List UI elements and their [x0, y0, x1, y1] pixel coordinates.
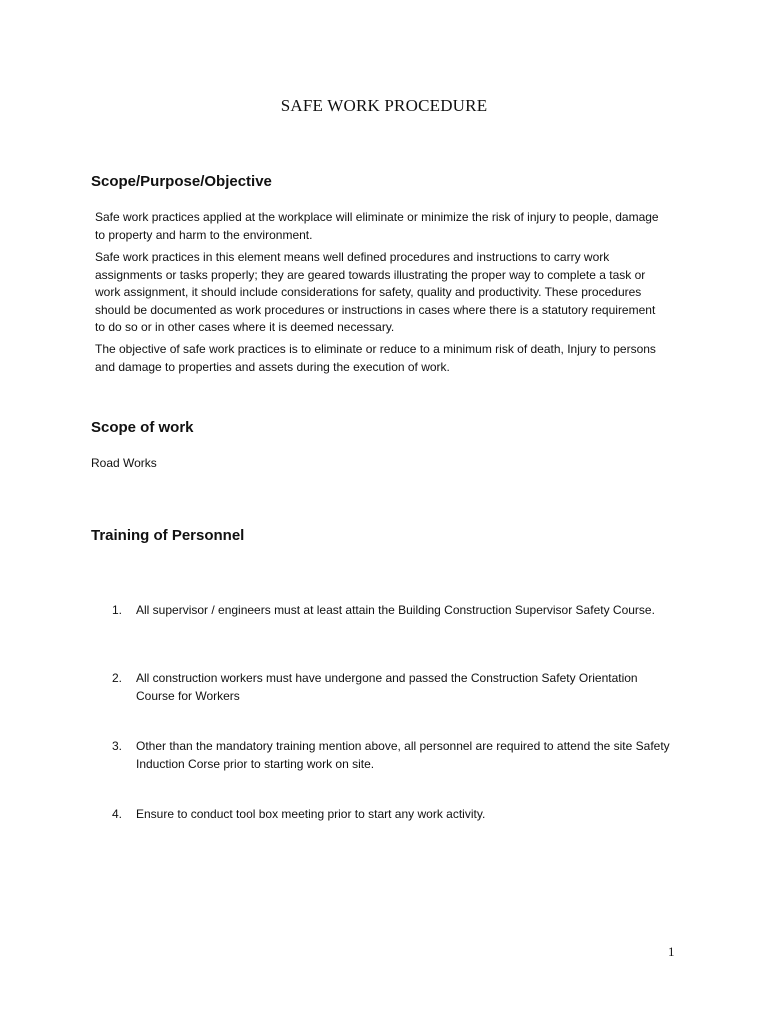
list-item-number: 2. [112, 671, 123, 685]
scope-paragraph-3: The objective of safe work practices is to eliminate or reduce to a minimum risk of death, Injury to persons and damage to properties and assets during the execution of work. [95, 342, 656, 374]
scope-purpose-objective-heading: Scope/Purpose/Objective [91, 173, 272, 190]
training-list-item-3 [112, 737, 672, 773]
list-item-number: 1. [112, 603, 123, 617]
training-list-item-4 [112, 805, 672, 823]
list-item-number: 3. [112, 739, 123, 753]
scope-of-work-text: Road Works [91, 456, 157, 470]
training-heading: Training of Personnel [91, 527, 245, 544]
list-item-text: All construction workers must have undergone and passed the Construction Safety Orientation Course for Workers [136, 671, 638, 703]
list-item-number: 4. [112, 807, 123, 821]
list-item-text: All supervisor / engineers must at least attain the Building Construction Supervisor Safety Course. [136, 603, 655, 617]
list-item-text: Other than the mandatory training mention above, all personnel are required to attend the site Safety Induction Corse prior to starting work on site. [136, 739, 670, 771]
document-title: SAFE WORK PROCEDURE [280, 96, 488, 115]
page-number: 1 [668, 944, 675, 959]
scope-paragraph-2: Safe work practices in this element means well defined procedures and instructions to carry work assignments or tasks properly; they are geared towards illustrating the proper way to complete a task or work assignment, it should include considerations for safety, quality and productivity. These procedures should be documented as work procedures or instructions in cases where there is a statutory requirement to do so or in other cases where it is deemed necessary. [95, 250, 656, 334]
scope-paragraph-1: Safe work practices applied at the workplace will eliminate or minimize the risk of injury to people, damage to property and harm to the environment. [95, 210, 659, 242]
training-list-item-1 [112, 601, 672, 619]
list-item-text: Ensure to conduct tool box meeting prior to start any work activity. [136, 807, 486, 821]
training-list-item-2 [112, 669, 672, 705]
scope-of-work-heading: Scope of work [91, 419, 194, 436]
